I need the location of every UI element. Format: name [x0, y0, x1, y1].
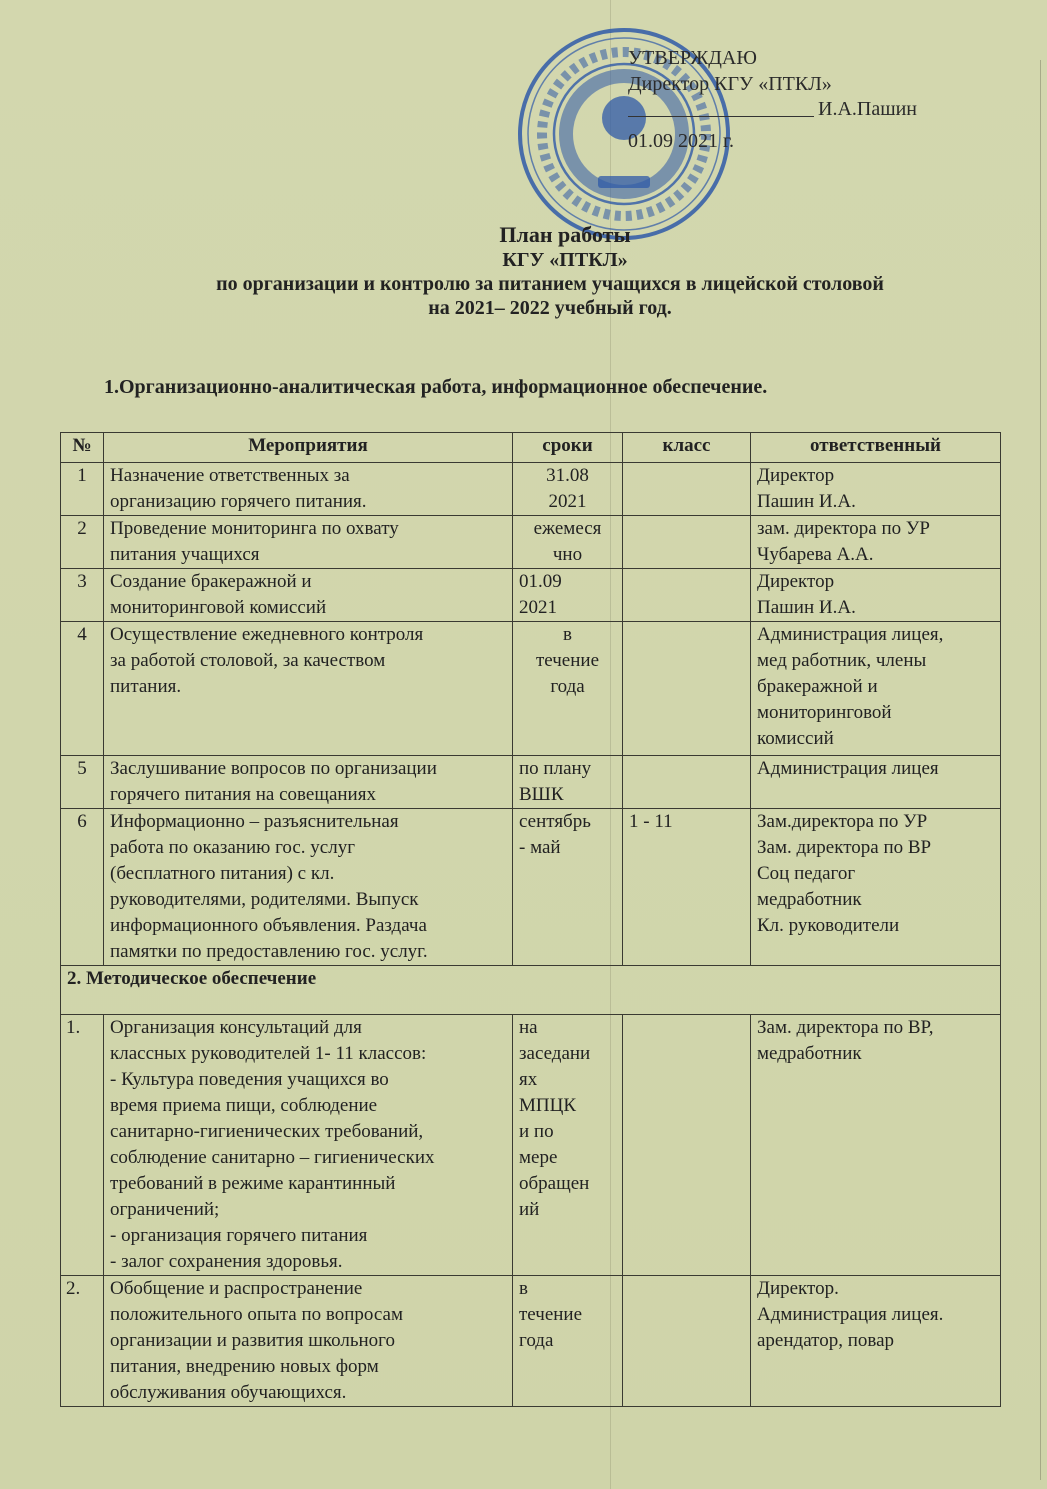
title-line-4: на 2021– 2022 учебный год. [428, 297, 672, 319]
row-activity: Назначение ответственных за организацию горячего питания. [104, 463, 513, 516]
row-number: 2. [61, 1276, 104, 1407]
approval-position: Директор КГУ «ПТКЛ» [628, 73, 832, 95]
row-class: 1 - 11 [623, 809, 751, 966]
section-2-row [61, 966, 1001, 1015]
section-2-heading: 2. Методическое обеспечение [61, 966, 1001, 1015]
approval-date: 01.09 2021 г. [628, 130, 734, 152]
paper-edge-line [1040, 60, 1041, 1480]
header-activities: Мероприятия [104, 433, 513, 463]
row-number: 3 [61, 569, 104, 622]
table-row [61, 1276, 1001, 1407]
row-responsible: Директор Пашин И.А. [751, 569, 1001, 622]
row-date: 31.08 2021 [513, 463, 623, 516]
row-responsible: Зам. директора по ВР, медработник [751, 1015, 1001, 1276]
table-header-row [61, 433, 1001, 463]
row-class [623, 463, 751, 516]
row-responsible: Зам.директора по УР Зам. директора по ВР Соц педагог медработник Кл. руководители [751, 809, 1001, 966]
table-row [61, 1015, 1001, 1276]
row-responsible: Директор. Администрация лицея. арендатор, повар [751, 1276, 1001, 1407]
row-date: в течение года [513, 1276, 623, 1407]
row-date: на заседани ях МПЦК и по мере обращен ий [513, 1015, 623, 1276]
table-row [61, 622, 1001, 756]
row-class [623, 622, 751, 756]
row-number: 4 [61, 622, 104, 756]
header-dates: сроки [513, 433, 623, 463]
title-line-2: КГУ «ПТКЛ» [502, 249, 628, 271]
table-row [61, 756, 1001, 809]
row-class [623, 756, 751, 809]
approval-signature-name: И.А.Пашин [818, 98, 918, 120]
row-activity: Организация консультаций для классных руководителей 1- 11 классов: - Культура поведения учащихся во время приема пищи, соблюдение санитарно-гигиенических требований, соблюдение санитарно – гигиенических требований в режиме карантинный ограничений; - организация горячего питания - залог сохранения здоровья. [104, 1015, 513, 1276]
row-activity: Заслушивание вопросов по организации горячего питания на совещаниях [104, 756, 513, 809]
row-class [623, 1276, 751, 1407]
row-date: сентябрь - май [513, 809, 623, 966]
row-date: ежемеся чно [513, 516, 623, 569]
row-responsible: зам. директора по УР Чубарева А.А. [751, 516, 1001, 569]
title-line-3: по организации и контролю за питанием учащихся в лицейской столовой [216, 273, 884, 295]
row-number: 6 [61, 809, 104, 966]
row-date: по плану ВШК [513, 756, 623, 809]
row-activity: Информационно – разъяснительная работа по оказанию гос. услуг (бесплатного питания) с кл. руководителями, родителями. Выпуск информационного объявления. Раздача памятки по предоставлению гос. услуг. [104, 809, 513, 966]
row-date: 01.09 2021 [513, 569, 623, 622]
header-number: № [61, 433, 104, 463]
row-activity: Обобщение и распространение положительного опыта по вопросам организации и развития школьного питания, внедрению новых форм обслуживания обучающихся. [104, 1276, 513, 1407]
section-1-heading: 1.Организационно-аналитическая работа, информационное обеспечение. [104, 376, 768, 398]
row-number: 1. [61, 1015, 104, 1276]
header-responsible: ответственный [751, 433, 1001, 463]
table-row [61, 516, 1001, 569]
table-row [61, 463, 1001, 516]
row-number: 1 [61, 463, 104, 516]
row-class [623, 1015, 751, 1276]
table-row [61, 809, 1001, 966]
row-activity: Осуществление ежедневного контроля за работой столовой, за качеством питания. [104, 622, 513, 756]
document-title [100, 222, 1000, 320]
row-class [623, 516, 751, 569]
row-number: 5 [61, 756, 104, 809]
row-number: 2 [61, 516, 104, 569]
row-activity: Создание бракеражной и мониторинговой комиссий [104, 569, 513, 622]
row-responsible: Администрация лицея, мед работник, члены бракеражной и мониторинговой комиссий [751, 622, 1001, 756]
row-class [623, 569, 751, 622]
approval-heading: УТВЕРЖДАЮ [628, 47, 757, 69]
row-date: в течение года [513, 622, 623, 756]
table-row [61, 569, 1001, 622]
row-responsible: Администрация лицея [751, 756, 1001, 809]
row-activity: Проведение мониторинга по охвату питания учащихся [104, 516, 513, 569]
plan-table [60, 432, 1001, 1407]
title-line-1: План работы [499, 222, 631, 247]
header-class: класс [623, 433, 751, 463]
row-responsible: Директор Пашин И.А. [751, 463, 1001, 516]
signature-line [628, 96, 814, 117]
